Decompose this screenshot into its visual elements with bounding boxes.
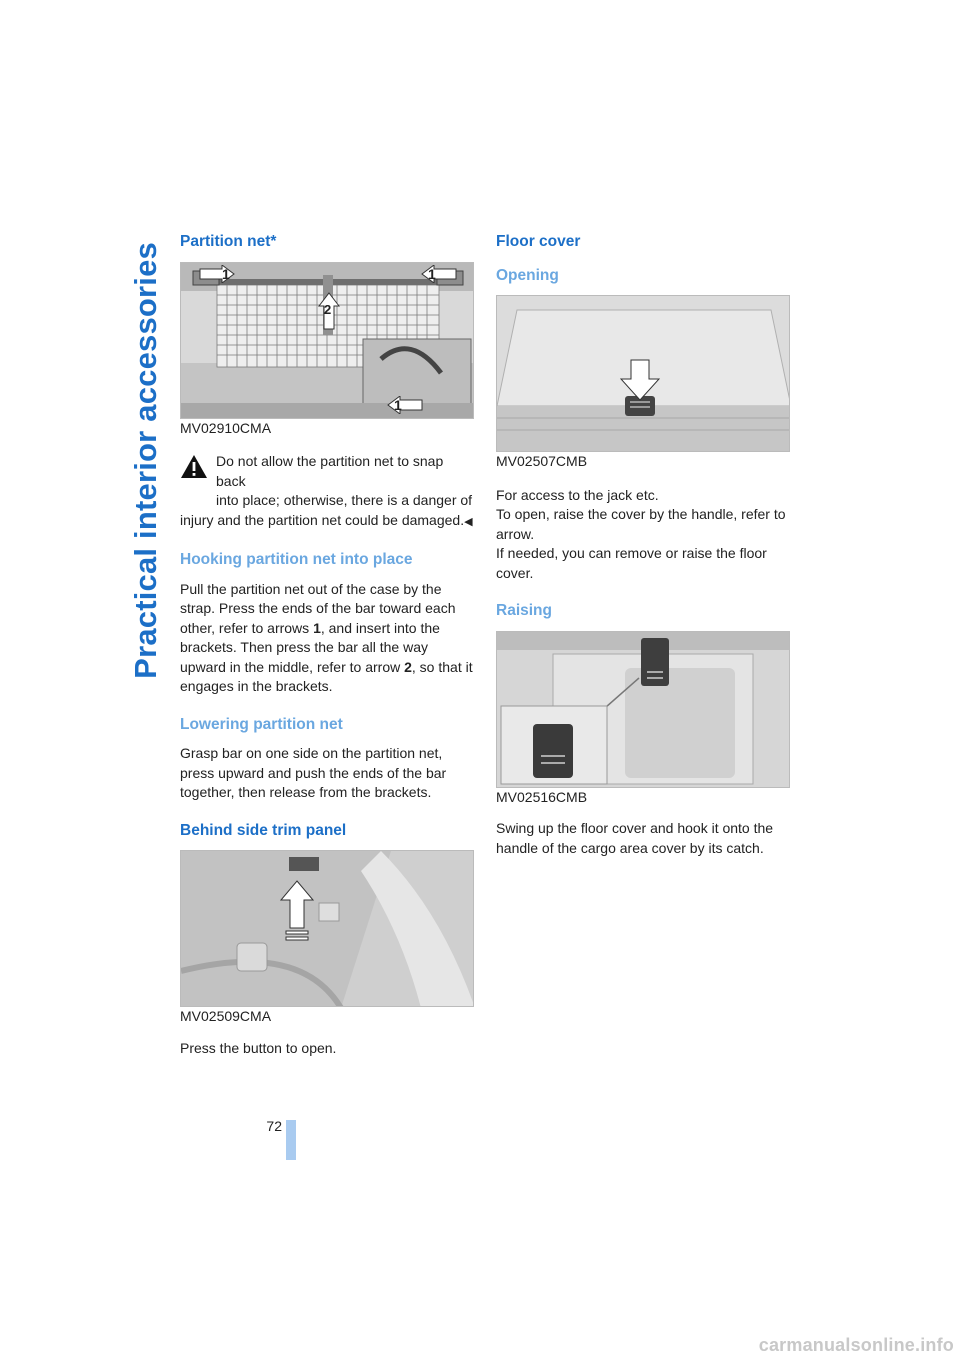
lowering-text: Grasp bar on one side on the partition net, press upward and push the ends of the bar together, then release from the brackets. — [180, 745, 447, 800]
callout-2: 2 — [318, 292, 340, 330]
arrow-left-icon — [386, 396, 424, 414]
footer-watermark: carmanualsonline.info — [758, 1335, 954, 1355]
page-number: 72 — [266, 1118, 282, 1134]
side-trim-heading: Behind side trim panel — [180, 821, 347, 839]
arrow-down-icon — [620, 359, 660, 401]
partition-net-heading: Partition net* — [180, 233, 277, 250]
opening-figure — [496, 295, 792, 472]
side-trim-figure — [180, 850, 476, 1027]
figure-code: MV02910CMA — [180, 419, 272, 436]
left-column — [180, 232, 476, 1058]
opening-heading: Opening — [496, 266, 559, 284]
hooking-text: Pull the partition net out of the case by the strap. Press the ends of the bar toward each other, refer to arrows 1, and insert into the brackets. Then press the bar all the way upward in the middle, refer to arrow 2, so that it engages in the brackets. — [180, 580, 473, 694]
lowering-heading: Lowering partition net — [180, 715, 343, 733]
partition-net-illustration — [181, 263, 474, 419]
arrow-up-icon — [280, 880, 314, 944]
callout-1-left: 1 — [198, 265, 236, 283]
raising-heading: Raising — [496, 602, 552, 619]
opening-text-3: If needed, you can remove or raise the floor cover. — [496, 545, 767, 581]
open-arrow — [620, 359, 660, 401]
floor-cover-heading: Floor cover — [496, 233, 581, 250]
figure-code: MV02509CMA — [180, 1008, 272, 1024]
arrow-right-icon — [198, 265, 236, 283]
warning-line-2: into place; otherwise, there is a danger of — [216, 492, 473, 508]
side-trim-illustration — [181, 851, 474, 1007]
page-marker-bar — [286, 1120, 296, 1160]
chapter-side-title: Practical interior accessories — [128, 242, 163, 679]
raising-figure — [496, 631, 792, 808]
side-trim-text: Press the button to open. — [180, 1039, 337, 1056]
arrow-left-icon — [420, 265, 458, 283]
callout-1-right: 1 — [420, 265, 458, 283]
figure-code: MV02516CMB — [496, 788, 588, 805]
warning-line-3: injury and the partition net could be damaged. — [180, 511, 465, 528]
opening-text-1: For access to the jack etc. — [496, 486, 659, 503]
right-column — [496, 232, 792, 858]
opening-text-2: To open, raise the cover by the handle, refer to arrow. — [496, 506, 786, 542]
warning-line-1: Do not allow the partition net to snap back — [216, 453, 444, 489]
raising-illustration — [497, 632, 790, 788]
warning-note — [180, 452, 476, 532]
warning-triangle-icon — [180, 454, 208, 479]
hooking-heading: Hooking partition net into place — [180, 551, 413, 568]
partition-net-figure — [180, 262, 476, 439]
press-arrow — [280, 880, 314, 944]
end-mark-icon: ◀ — [464, 515, 473, 528]
figure-code: MV02507CMB — [496, 453, 588, 469]
raising-text: Swing up the floor cover and hook it onto the handle of the cargo area cover by its catch. — [496, 820, 774, 856]
callout-1-inset: 1 — [386, 396, 424, 414]
